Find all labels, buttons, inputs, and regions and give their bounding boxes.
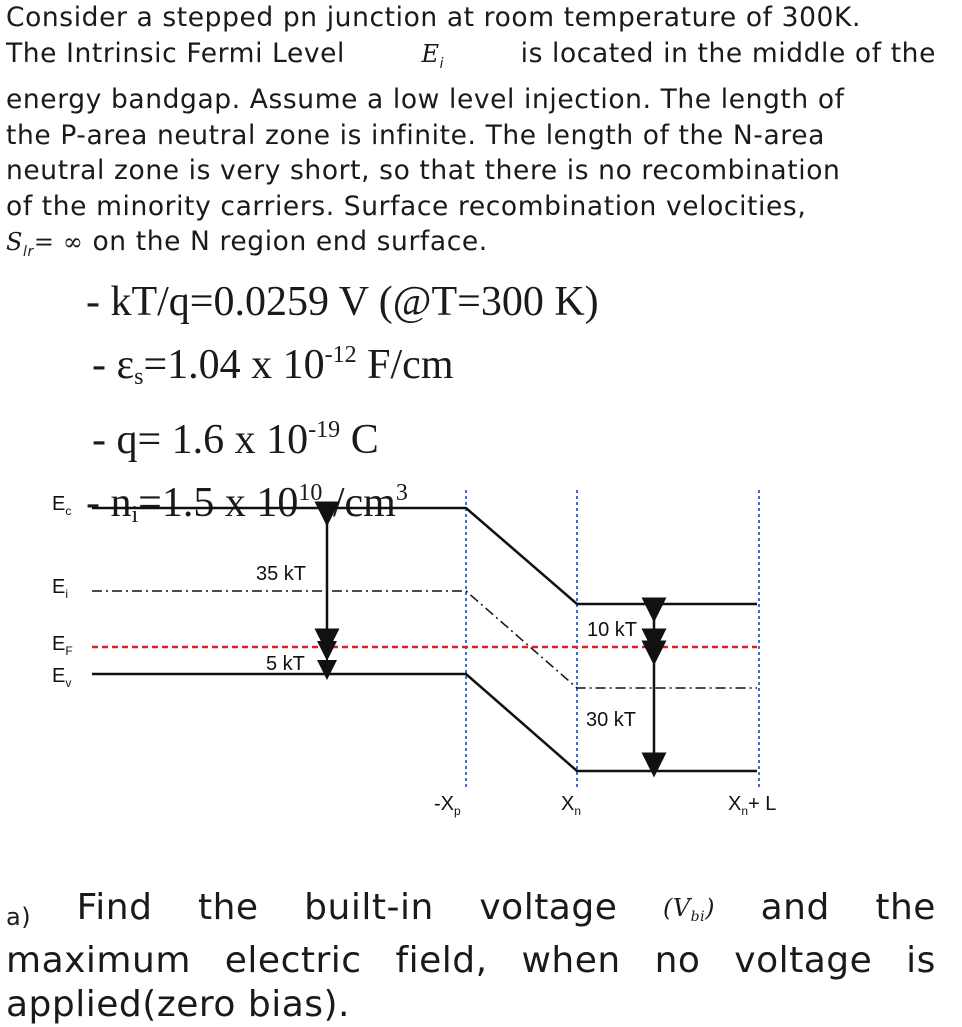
xlabel-xp: $-X_p$ — [434, 793, 461, 818]
vbi-symbol: $(V_{bi})$ — [662, 894, 715, 925]
problem-line-4: the P-area neutral zone is infinite. The length of the N-area — [6, 119, 825, 151]
annotation-30kt: 30 kT — [586, 709, 637, 731]
label-ei: $E_i$ — [52, 576, 69, 601]
constant-q: - q= 1.6 x $10^{-19}$ C — [92, 417, 379, 463]
annotation-10kt: 10 kT — [587, 619, 638, 641]
problem-line-6: of the minority carriers. Surface recombination velocities, — [6, 190, 807, 222]
problem-statement — [6, 0, 936, 271]
ei-symbol: $E_i$ — [421, 39, 445, 72]
question-line-1: a) Find the built-in voltage $(V_{bi})$ and the — [6, 886, 936, 939]
problem-line-2: The Intrinsic Fermi Level $E_i$ is located in the middle of the — [6, 36, 936, 83]
constant-epsilon: - $\varepsilon_s=1.04$ x $10^{-12}$ F/cm — [92, 342, 454, 390]
label-ec: $E_c$ — [52, 493, 72, 518]
question-line-2: maximum electric field, when no voltage is — [6, 940, 936, 981]
question-a — [6, 886, 936, 1027]
annotation-5kt: 5 kT — [266, 653, 305, 675]
problem-line-3: energy bandgap. Assume a low level injection. The length of — [6, 84, 845, 115]
s-symbol: $S_{lr}=$ ∞ — [6, 228, 84, 260]
band-diagram — [0, 470, 962, 830]
question-line-3: applied(zero bias). — [6, 984, 350, 1025]
problem-line-5: neutral zone is very short, so that there is no recombination — [6, 155, 841, 186]
xlabel-xnl: $X_n+ L$ — [728, 793, 777, 818]
annotation-35kt: 35 kT — [256, 563, 307, 585]
label-ev: $E_v$ — [52, 665, 72, 690]
label-ef: $E_F$ — [52, 633, 73, 658]
conduction-band-line — [92, 508, 757, 604]
problem-line-7: $S_{lr}=$ ∞ on the N region end surface. — [6, 226, 488, 260]
problem-line-1: Consider a stepped pn junction at room temperature of 300K. — [6, 2, 861, 33]
xlabel-xn: $X_n$ — [561, 793, 582, 818]
constant-ni: - $n_i=1.5$ x $10^{10}$ $/cm^3$ — [86, 480, 408, 528]
constant-kt-q: - kT/q=0.0259 V (@T=300 K) — [86, 279, 599, 325]
